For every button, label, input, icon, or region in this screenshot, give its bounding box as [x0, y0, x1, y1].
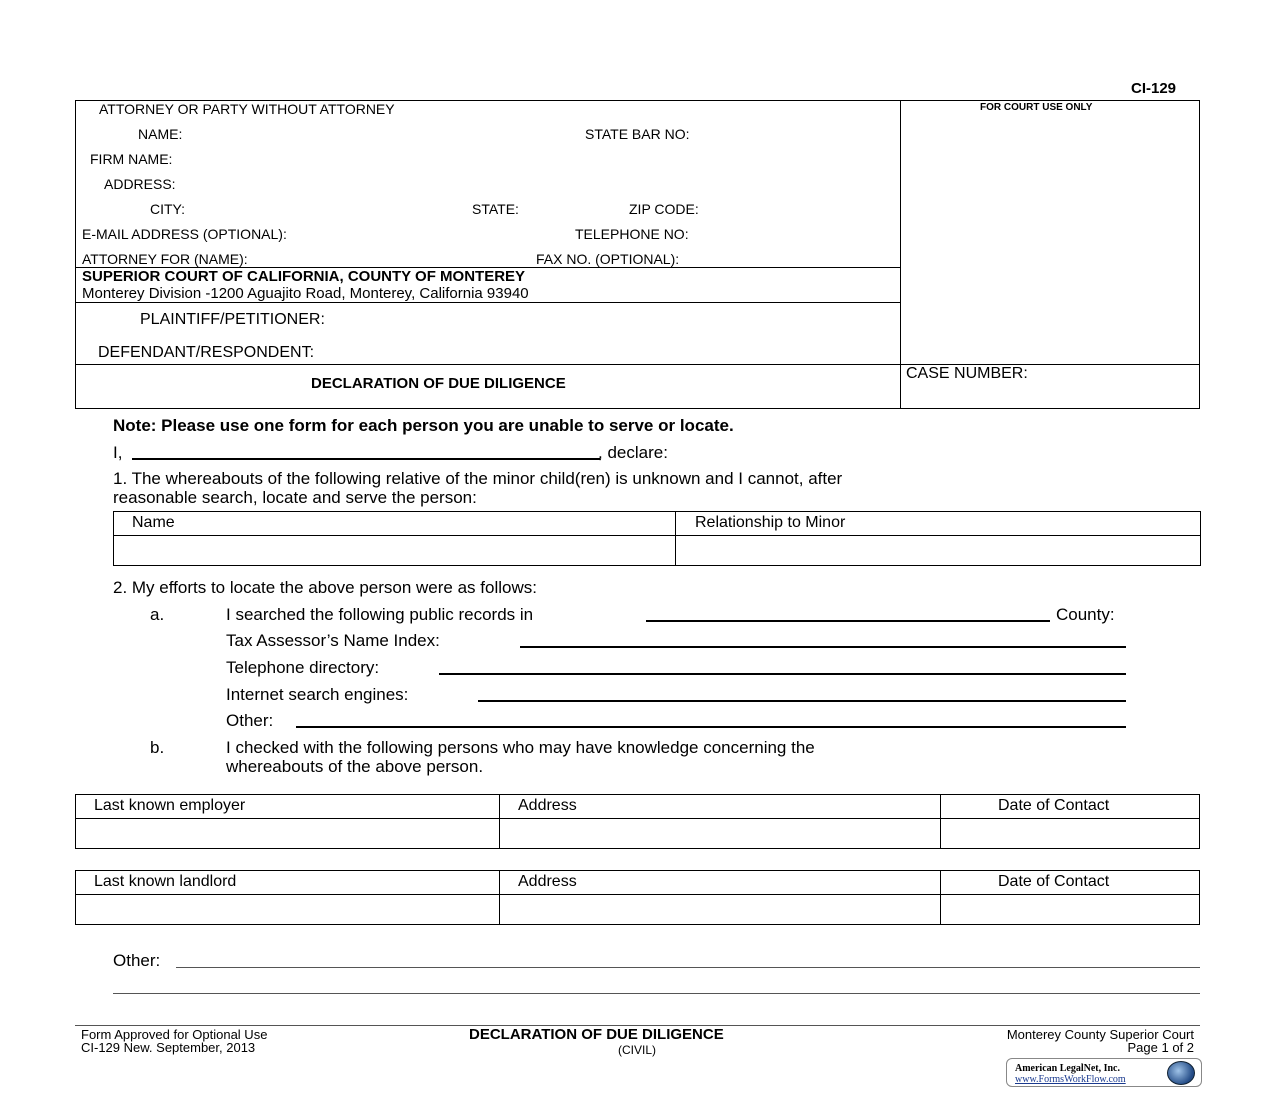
telephone-label: TELEPHONE NO: — [575, 226, 689, 242]
footer-civil: (CIVIL) — [618, 1043, 657, 1057]
relationship-cell[interactable] — [676, 536, 1200, 565]
city-label: CITY: — [150, 201, 186, 217]
relative-name-header: Name — [132, 514, 175, 531]
other-field-line-1[interactable] — [176, 967, 1200, 968]
name-label: NAME: — [138, 126, 183, 142]
footer-approval: Form Approved for Optional Use — [81, 1027, 268, 1042]
internet-search-label: Internet search engines: — [226, 685, 409, 704]
globe-icon — [1167, 1061, 1195, 1085]
public-records-text: I searched the following public records in — [226, 605, 534, 624]
tax-assessor-label: Tax Assessor’s Name Index: — [226, 631, 440, 650]
relative-name-cell[interactable] — [114, 536, 674, 565]
other-records-field[interactable] — [296, 726, 1126, 728]
fax-label: FAX NO. (OPTIONAL): — [536, 251, 680, 267]
footer-page-number: Page 1 of 2 — [1127, 1040, 1194, 1055]
employer-header: Last known employer — [94, 797, 246, 814]
footer-form-revision: CI-129 New. September, 2013 — [81, 1040, 256, 1055]
footer-court: Monterey County Superior Court — [1006, 1027, 1194, 1042]
item1-line2: reasonable search, locate and serve the person: — [113, 488, 477, 507]
title-divider — [75, 364, 1200, 365]
case-number-label: CASE NUMBER: — [906, 365, 1028, 382]
employer-date-cell[interactable] — [941, 819, 1199, 848]
note: Note: Please use one form for each person you are unable to serve or locate. — [113, 416, 734, 435]
defendant-label: DEFENDANT/RESPONDENT: — [98, 344, 315, 361]
declare-suffix: , declare: — [598, 443, 668, 462]
item1-line1: 1. The whereabouts of the following relative of the minor child(ren) is unknown and I cannot, after — [113, 469, 843, 488]
vendor-name: American LegalNet, Inc. — [1015, 1063, 1120, 1074]
telephone-directory-field[interactable] — [439, 673, 1126, 675]
employer-cell[interactable] — [76, 819, 498, 848]
item2-b-line2: whereabouts of the above person. — [226, 757, 484, 776]
parties-divider — [75, 302, 900, 303]
item2-a-marker: a. — [150, 605, 165, 624]
footer-title: DECLARATION OF DUE DILIGENCE — [469, 1026, 724, 1043]
email-label: E-MAIL ADDRESS (OPTIONAL): — [82, 226, 287, 242]
item2-b-line1: I checked with the following persons who may have knowledge concerning the — [226, 738, 815, 757]
landlord-date-cell[interactable] — [941, 895, 1199, 924]
firm-name-label: FIRM NAME: — [90, 151, 173, 167]
other-records-label: Other: — [226, 711, 274, 730]
form-title: DECLARATION OF DUE DILIGENCE — [311, 375, 566, 392]
court-address: Monterey Division -1200 Aguajito Road, Monterey, California 93940 — [82, 285, 529, 302]
telephone-directory-label: Telephone directory: — [226, 658, 380, 677]
landlord-address-header: Address — [518, 873, 577, 890]
item2-heading: 2. My efforts to locate the above person were as follows: — [113, 578, 537, 597]
item2-b-marker: b. — [150, 738, 165, 757]
attorney-for-label: ATTORNEY FOR (NAME): — [82, 251, 248, 267]
declarant-name-field[interactable] — [132, 458, 600, 460]
employer-address-header: Address — [518, 797, 577, 814]
landlord-date-header: Date of Contact — [998, 873, 1110, 890]
court-use-label: FOR COURT USE ONLY — [980, 102, 1093, 113]
employer-address-cell[interactable] — [500, 819, 939, 848]
vendor-logo[interactable] — [1006, 1058, 1202, 1087]
state-label: STATE: — [472, 201, 519, 217]
tax-assessor-field[interactable] — [520, 646, 1126, 648]
declare-prefix: I, — [113, 443, 123, 462]
address-label: ADDRESS: — [104, 176, 176, 192]
employer-date-header: Date of Contact — [998, 797, 1110, 814]
county-label: County: — [1056, 605, 1115, 624]
county-field[interactable] — [646, 620, 1050, 622]
attorney-heading: ATTORNEY OR PARTY WITHOUT ATTORNEY — [99, 101, 395, 117]
plaintiff-label: PLAINTIFF/PETITIONER: — [140, 311, 325, 328]
state-bar-label: STATE BAR NO: — [585, 126, 690, 142]
landlord-header: Last known landlord — [94, 873, 237, 890]
relationship-header: Relationship to Minor — [695, 514, 846, 531]
zip-code-label: ZIP CODE: — [629, 201, 699, 217]
court-name: SUPERIOR COURT OF CALIFORNIA, COUNTY OF MONTEREY — [82, 268, 526, 285]
internet-search-field[interactable] — [478, 700, 1126, 702]
vendor-url-link[interactable]: www.FormsWorkFlow.com — [1015, 1074, 1126, 1085]
landlord-cell[interactable] — [76, 895, 498, 924]
court-use-divider — [900, 100, 901, 409]
other-label: Other: — [113, 951, 161, 970]
form-number: CI-129 — [1131, 80, 1177, 97]
other-field-line-2[interactable] — [113, 993, 1200, 994]
landlord-address-cell[interactable] — [500, 895, 939, 924]
